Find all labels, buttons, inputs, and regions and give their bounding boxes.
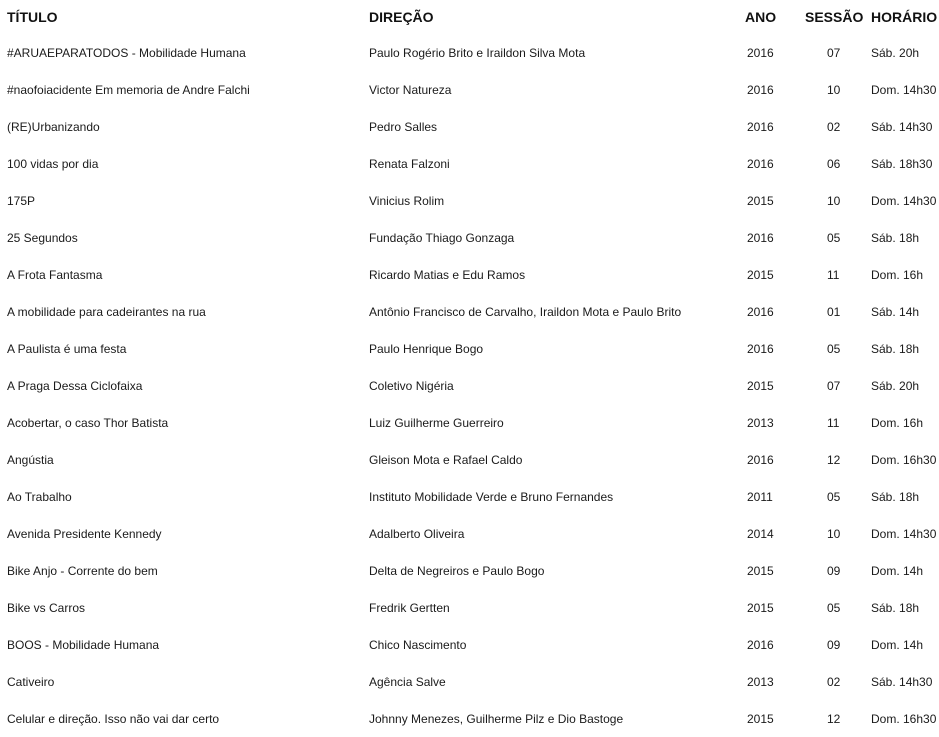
- cell-horario: Sáb. 14h: [871, 304, 920, 319]
- cell-ano: 2016: [747, 304, 774, 319]
- cell-horario: Sáb. 18h: [871, 230, 920, 245]
- cell-horario: Sáb. 14h30: [871, 119, 933, 134]
- table-row[interactable]: [0, 108, 939, 145]
- cell-sessao: 12: [827, 711, 841, 726]
- cell-titulo: A Frota Fantasma: [7, 267, 103, 282]
- cell-titulo: (RE)Urbanizando: [7, 119, 100, 134]
- cell-direcao: Chico Nascimento: [369, 637, 467, 652]
- cell-direcao: Coletivo Nigéria: [369, 378, 454, 393]
- cell-ano: 2015: [747, 600, 774, 615]
- cell-direcao: Paulo Henrique Bogo: [369, 341, 484, 356]
- cell-titulo: #ARUAEPARATODOS - Mobilidade Humana: [7, 45, 246, 60]
- cell-horario: Dom. 14h: [871, 563, 924, 578]
- cell-ano: 2011: [747, 489, 773, 504]
- cell-ano: 2014: [747, 526, 774, 541]
- table-row[interactable]: [0, 552, 939, 589]
- cell-ano: 2015: [747, 378, 774, 393]
- cell-direcao: Adalberto Oliveira: [369, 526, 465, 541]
- cell-titulo: 25 Segundos: [7, 230, 78, 245]
- table-row[interactable]: [0, 515, 939, 552]
- table-row[interactable]: [0, 441, 939, 478]
- table-row[interactable]: [0, 626, 939, 663]
- cell-horario: Dom. 16h30: [871, 452, 937, 467]
- cell-direcao: Johnny Menezes, Guilherme Pilz e Dio Bastoge: [369, 711, 624, 726]
- cell-horario: Sáb. 20h: [871, 378, 920, 393]
- cell-sessao: 07: [827, 378, 841, 393]
- cell-direcao: Luiz Guilherme Guerreiro: [369, 415, 504, 430]
- header-sessao[interactable]: SESSÃO: [805, 9, 864, 25]
- cell-horario: Sáb. 18h: [871, 600, 920, 615]
- cell-ano: 2016: [747, 82, 774, 97]
- table-row[interactable]: [0, 34, 939, 71]
- cell-titulo: BOOS - Mobilidade Humana: [7, 637, 160, 652]
- cell-direcao: Victor Natureza: [369, 82, 452, 97]
- cell-sessao: 10: [827, 526, 841, 541]
- cell-horario: Dom. 16h: [871, 415, 924, 430]
- cell-ano: 2016: [747, 45, 774, 60]
- cell-direcao: Antônio Francisco de Carvalho, Iraildon Mota e Paulo Brito: [369, 304, 682, 319]
- cell-ano: 2015: [747, 563, 774, 578]
- cell-titulo: 100 vidas por dia: [7, 156, 99, 171]
- cell-horario: Dom. 14h30: [871, 526, 937, 541]
- cell-direcao: Renata Falzoni: [369, 156, 450, 171]
- table-row[interactable]: [0, 219, 939, 256]
- cell-ano: 2016: [747, 452, 774, 467]
- cell-ano: 2015: [747, 193, 774, 208]
- cell-titulo: A Paulista é uma festa: [7, 341, 127, 356]
- cell-direcao: Ricardo Matias e Edu Ramos: [369, 267, 526, 282]
- table-row[interactable]: [0, 589, 939, 626]
- cell-titulo: Ao Trabalho: [7, 489, 72, 504]
- cell-sessao: 09: [827, 637, 841, 652]
- cell-horario: Dom. 14h30: [871, 193, 937, 208]
- cell-horario: Dom. 14h: [871, 637, 924, 652]
- cell-titulo: Bike vs Carros: [7, 600, 86, 615]
- cell-titulo: Avenida Presidente Kennedy: [7, 526, 162, 541]
- cell-horario: Dom. 16h: [871, 267, 924, 282]
- cell-ano: 2016: [747, 341, 774, 356]
- cell-titulo: Bike Anjo - Corrente do bem: [7, 563, 158, 578]
- cell-direcao: Pedro Salles: [369, 119, 438, 134]
- table-row[interactable]: [0, 145, 939, 182]
- cell-horario: Sáb. 20h: [871, 45, 920, 60]
- cell-titulo: A Praga Dessa Ciclofaixa: [7, 378, 143, 393]
- cell-ano: 2016: [747, 156, 774, 171]
- cell-ano: 2013: [747, 674, 774, 689]
- cell-sessao: 05: [827, 600, 841, 615]
- table-row[interactable]: [0, 367, 939, 404]
- cell-titulo: Celular e direção. Isso não vai dar certo: [7, 711, 220, 726]
- cell-direcao: Fundação Thiago Gonzaga: [369, 230, 515, 245]
- cell-titulo: Acobertar, o caso Thor Batista: [7, 415, 169, 430]
- cell-titulo: Angústia: [7, 452, 54, 467]
- cell-horario: Sáb. 18h: [871, 489, 920, 504]
- cell-direcao: Vinicius Rolim: [369, 193, 445, 208]
- table-row[interactable]: [0, 700, 939, 737]
- cell-ano: 2016: [747, 637, 774, 652]
- cell-sessao: 05: [827, 230, 841, 245]
- cell-direcao: Agência Salve: [369, 674, 446, 689]
- cell-ano: 2015: [747, 711, 774, 726]
- cell-sessao: 07: [827, 45, 841, 60]
- header-direcao[interactable]: DIREÇÃO: [369, 9, 434, 25]
- cell-sessao: 02: [827, 119, 841, 134]
- cell-sessao: 09: [827, 563, 841, 578]
- header-titulo[interactable]: TÍTULO: [7, 9, 58, 25]
- cell-direcao: Instituto Mobilidade Verde e Bruno Fernandes: [369, 489, 614, 504]
- table-row[interactable]: [0, 663, 939, 700]
- cell-titulo: Cativeiro: [7, 674, 55, 689]
- table-row[interactable]: [0, 293, 939, 330]
- cell-sessao: 11: [827, 415, 840, 430]
- cell-titulo: 175P: [7, 193, 36, 208]
- cell-direcao: Paulo Rogério Brito e Iraildon Silva Mota: [369, 45, 586, 60]
- cell-direcao: Delta de Negreiros e Paulo Bogo: [369, 563, 545, 578]
- cell-ano: 2013: [747, 415, 774, 430]
- table-row[interactable]: [0, 330, 939, 367]
- cell-direcao: Fredrik Gertten: [369, 600, 450, 615]
- cell-ano: 2016: [747, 230, 774, 245]
- cell-sessao: 10: [827, 82, 841, 97]
- cell-horario: Sáb. 18h: [871, 341, 920, 356]
- cell-sessao: 05: [827, 489, 841, 504]
- cell-ano: 2016: [747, 119, 774, 134]
- cell-ano: 2015: [747, 267, 774, 282]
- table-row[interactable]: [0, 71, 939, 108]
- cell-titulo: A mobilidade para cadeirantes na rua: [7, 304, 206, 319]
- table-row[interactable]: [0, 404, 939, 441]
- cell-sessao: 05: [827, 341, 841, 356]
- cell-horario: Sáb. 14h30: [871, 674, 933, 689]
- cell-sessao: 06: [827, 156, 841, 171]
- table-row[interactable]: [0, 256, 939, 293]
- cell-horario: Sáb. 18h30: [871, 156, 933, 171]
- table-row[interactable]: [0, 478, 939, 515]
- table-row[interactable]: [0, 182, 939, 219]
- cell-sessao: 01: [827, 304, 841, 319]
- cell-titulo: #naofoiacidente Em memoria de Andre Falchi: [7, 82, 250, 97]
- header-ano[interactable]: ANO: [745, 9, 777, 25]
- cell-horario: Dom. 16h30: [871, 711, 937, 726]
- cell-sessao: 12: [827, 452, 841, 467]
- table-header-row: [0, 0, 939, 34]
- cell-direcao: Gleison Mota e Rafael Caldo: [369, 452, 523, 467]
- cell-sessao: 10: [827, 193, 841, 208]
- cell-sessao: 02: [827, 674, 841, 689]
- header-horario[interactable]: HORÁRIO: [871, 9, 938, 25]
- cell-horario: Dom. 14h30: [871, 82, 937, 97]
- cell-sessao: 11: [827, 267, 840, 282]
